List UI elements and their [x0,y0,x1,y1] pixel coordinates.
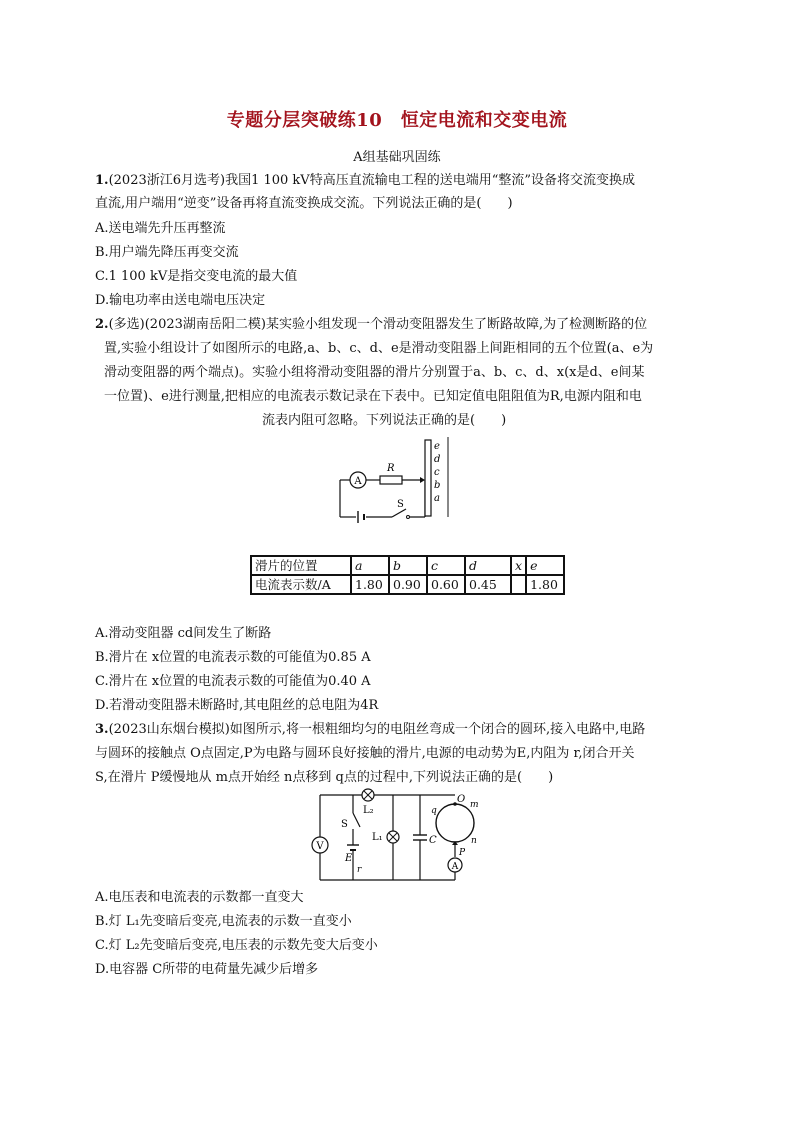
table-cell: 滑片的位置 [251,556,351,575]
table-cell: x [511,556,526,575]
q1-option-d: D.输电功率由送电端电压决定 [95,293,266,308]
table-cell: 1.80 [351,575,389,594]
q3-label-p: P [459,848,466,858]
q2-data-table [250,555,565,595]
table-row [251,575,564,594]
q2-stem-line1 [95,316,647,334]
q2-option-b: B.滑片在 x位置的电流表示数的可能值为0.85 A [95,650,371,665]
q3-switch-blade [353,813,360,827]
q2-label-c: c [434,467,440,478]
table-cell: d [465,556,511,575]
q2-stem-text1: (多选)(2023湖南岳阳二模)某实验小组发现一个滑动变阻器发生了断路故障,为了检测断路的位 [108,317,648,332]
q1-stem-text1: (2023浙江6月选考)我国1 100 kV特高压直流输电工程的送电端用“整流”设备将交流变换成 [108,173,635,188]
q2-switch-blade [392,509,406,517]
table-cell: 0.90 [389,575,427,594]
q3-label-n: n [471,836,477,846]
table-cell: e [526,556,564,575]
q3-r-label: r [357,865,362,875]
q3-label-q: q [431,806,437,816]
q3-lamp-l2-label: L₂ [363,805,374,816]
group-title: A组基础巩固练 [353,150,441,165]
q3-ammeter-label: A [451,862,459,872]
q2-resistor-label: R [387,463,395,474]
q2-option-d: D.若滑动变阻器未断路时,其电阻丝的总电阻为4R [95,698,379,713]
q2-slider-arrow [420,477,425,483]
q3-resistance-ring [436,804,474,842]
q2-circuit-diagram [320,435,470,525]
table-row [251,556,564,575]
q3-option-c: C.灯 L₂先变暗后变亮,电压表的示数先变大后变小 [95,938,378,953]
page-title: 专题分层突破练10 恒定电流和交变电流 [226,110,568,131]
table-cell: 电流表示数/A [251,575,351,594]
q2-resistor-r [380,476,402,484]
q2-stem-line3: 滑动变阻器的两个端点)。实验小组将滑动变阻器的滑片分别置于a、b、c、d、x(x是d、e间某 [104,365,645,380]
q1-option-c: C.1 100 kV是指交变电流的最大值 [95,269,298,284]
q2-stem-line5: 流表内阻可忽略。下列说法正确的是( ) [262,413,507,428]
q3-stem-line1 [95,721,645,739]
q1-stem-line2: 直流,用户端用“逆变”设备再将直流变换成交流。下列说法正确的是( ) [95,196,513,211]
q3-capacitor-label: C [429,835,437,846]
q3-option-a: A.电压表和电流表的示数都一直变大 [95,890,304,905]
q2-stem-line2: 置,实验小组设计了如图所示的电路,a、b、c、d、e是滑动变阻器上间距相同的五个位置(a、e为 [104,341,654,356]
q2-switch-label: S [397,499,404,510]
q3-option-d: D.电容器 C所带的电荷量先减少后增多 [95,962,319,977]
table-cell: 1.80 [526,575,564,594]
table-cell: c [427,556,465,575]
q3-label-m: m [470,800,479,810]
q2-label-d: d [434,454,441,465]
table-cell: a [351,556,389,575]
q2-label-e: e [434,441,440,452]
table-cell: 0.60 [427,575,465,594]
q2-label-a: a [434,493,440,504]
q1-option-a: A.送电端先升压再整流 [95,221,226,236]
q2-option-a: A.滑动变阻器 cd间发生了断路 [95,626,272,641]
q2-label-b: b [434,480,441,491]
q3-voltmeter-label: V [316,841,324,852]
q3-label-o: O [457,794,466,805]
q3-emf-label: E [345,853,353,864]
q3-switch-label: S [341,819,348,830]
q3-number: 3. [95,722,109,737]
q2-number: 2. [95,317,109,332]
q2-option-c: C.滑片在 x位置的电流表示数的可能值为0.40 A [95,674,371,689]
q3-lamp-l1-label: L₁ [372,832,383,843]
table-cell: 0.45 [465,575,511,594]
q1-option-b: B.用户端先降压再变交流 [95,245,239,260]
q2-rheostat [425,440,431,516]
q1-number: 1. [95,173,109,188]
q3-circuit-diagram [305,785,500,885]
q2-ammeter-label: A [354,476,362,487]
q1-stem-line1 [95,172,635,190]
table-cell [511,575,526,594]
q3-stem-line2: 与圆环的接触点 O点固定,P为电路与圆环良好接触的滑片,电源的电动势为E,内阻为 r,闭合开关 [95,746,635,761]
table-cell: b [389,556,427,575]
q3-stem-text1: (2023山东烟台模拟)如图所示,将一根粗细均匀的电阻丝弯成一个闭合的圆环,接入电路中,电路 [108,722,646,737]
q3-stem-line3: S,在滑片 P缓慢地从 m点开始经 n点移到 q点的过程中,下列说法正确的是( ) [95,770,554,785]
q2-stem-line4: 一位置)、e进行测量,把相应的电流表示数记录在下表中。已知定值电阻阻值为R,电源内阻和电 [104,389,642,404]
q3-option-b: B.灯 L₁先变暗后变亮,电流表的示数一直变小 [95,914,352,929]
